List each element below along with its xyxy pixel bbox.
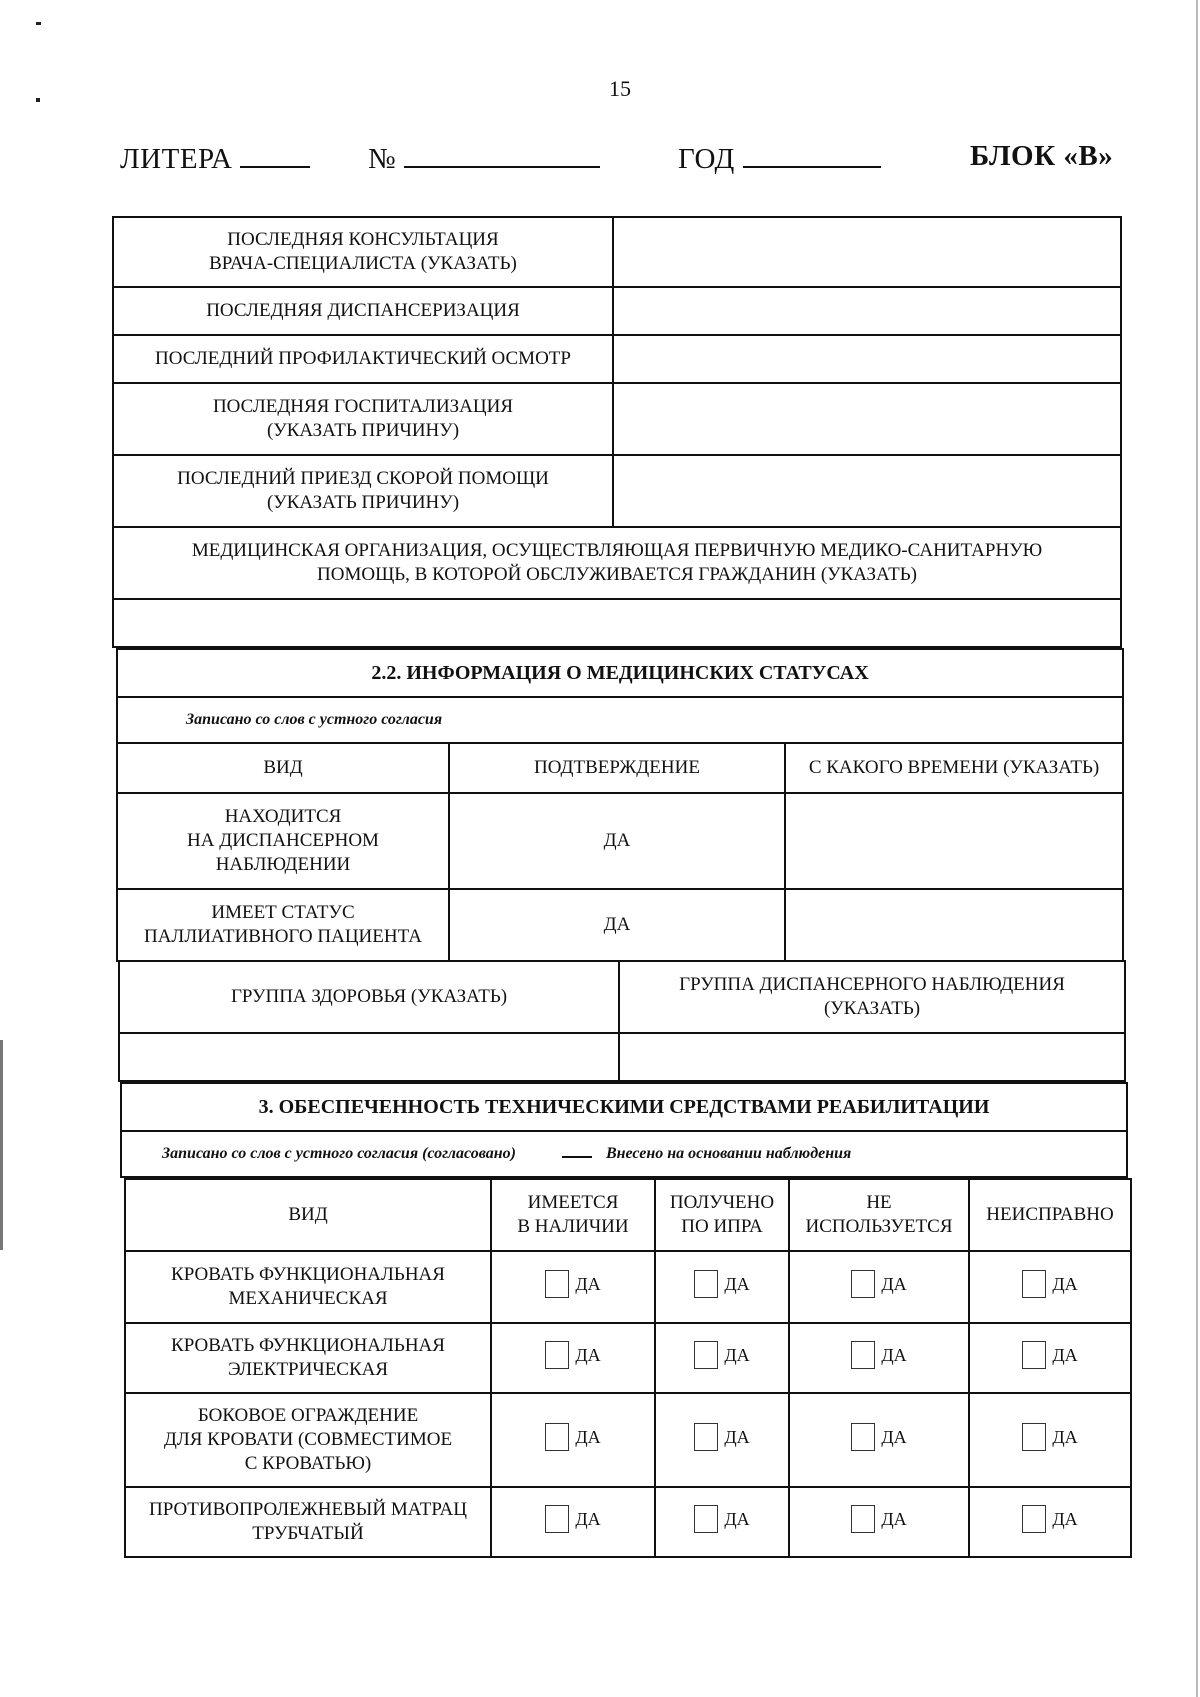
rehab-kind: КРОВАТЬ ФУНКЦИОНАЛЬНАЯ ЭЛЕКТРИЧЕСКАЯ <box>125 1323 491 1393</box>
table-row <box>113 217 1121 287</box>
table-row <box>125 1179 1131 1251</box>
column-header: ПОДТВЕРЖДЕНИЕ <box>449 743 785 793</box>
table-row <box>117 793 1123 889</box>
checkbox-label: ДА <box>575 1273 601 1294</box>
table-row <box>117 649 1123 697</box>
checkbox[interactable] <box>545 1270 569 1298</box>
checkbox[interactable] <box>1022 1423 1046 1451</box>
column-header: ВИД <box>125 1179 491 1251</box>
section-2-2-note: Записано со слов с устного согласия <box>117 697 1123 743</box>
scan-edge-line <box>0 1040 3 1250</box>
history-label: ПОСЛЕДНЯЯ ДИСПАНСЕРИЗАЦИЯ <box>113 287 613 335</box>
checkbox-label: ДА <box>881 1344 907 1365</box>
history-value[interactable] <box>613 455 1121 527</box>
note-separator <box>562 1156 592 1158</box>
scan-mark <box>36 22 41 25</box>
med-org-label: МЕДИЦИНСКАЯ ОРГАНИЗАЦИЯ, ОСУЩЕСТВЛЯЮЩАЯ ПЕРВИЧНУЮ МЕДИКО-САНИТАРНУЮ ПОМОЩЬ, В КОТОРОЙ ОБСЛУЖИВАЕТСЯ ГРАЖДАНИН (УКАЗАТЬ) <box>113 527 1121 599</box>
checkbox-label: ДА <box>1052 1426 1078 1447</box>
checkbox[interactable] <box>1022 1270 1046 1298</box>
section-3-title: 3. ОБЕСПЕЧЕННОСТЬ ТЕХНИЧЕСКИМИ СРЕДСТВАМИ РЕАБИЛИТАЦИИ <box>121 1083 1127 1131</box>
history-label: ПОСЛЕДНЯЯ КОНСУЛЬТАЦИЯ ВРАЧА-СПЕЦИАЛИСТА (УКАЗАТЬ) <box>113 217 613 287</box>
table-row <box>113 335 1121 383</box>
history-label: ПОСЛЕДНЯЯ ГОСПИТАЛИЗАЦИЯ (УКАЗАТЬ ПРИЧИНУ) <box>113 383 613 455</box>
checkbox[interactable] <box>694 1505 718 1533</box>
rehab-header-table <box>120 1082 1128 1178</box>
page-number: 15 <box>609 76 631 101</box>
history-table <box>112 216 1122 648</box>
scan-edge-line <box>1196 0 1198 1697</box>
table-row <box>125 1393 1131 1487</box>
checkbox[interactable] <box>851 1341 875 1369</box>
section-3-note-row <box>121 1131 1127 1177</box>
checkbox[interactable] <box>545 1505 569 1533</box>
history-label: ПОСЛЕДНИЙ ПРОФИЛАКТИЧЕСКИЙ ОСМОТР <box>113 335 613 383</box>
history-value[interactable] <box>613 383 1121 455</box>
checkbox[interactable] <box>545 1423 569 1451</box>
table-row <box>119 1033 1125 1081</box>
block-label: БЛОК «В» <box>970 140 1114 172</box>
checkbox[interactable] <box>694 1423 718 1451</box>
status-kind: НАХОДИТСЯ НА ДИСПАНСЕРНОМ НАБЛЮДЕНИИ <box>117 793 449 889</box>
status-kind: ИМЕЕТ СТАТУС ПАЛЛИАТИВНОГО ПАЦИЕНТА <box>117 889 449 961</box>
litera-field <box>120 140 310 176</box>
checkbox-label: ДА <box>724 1344 750 1365</box>
status-since[interactable] <box>785 793 1123 889</box>
year-blank[interactable] <box>743 140 881 168</box>
health-group-value[interactable] <box>119 1033 619 1081</box>
status-since[interactable] <box>785 889 1123 961</box>
table-row <box>121 1131 1127 1177</box>
checkbox[interactable] <box>1022 1341 1046 1369</box>
checkbox-label: ДА <box>881 1508 907 1529</box>
history-label: ПОСЛЕДНИЙ ПРИЕЗД СКОРОЙ ПОМОЩИ (УКАЗАТЬ ПРИЧИНУ) <box>113 455 613 527</box>
status-confirm[interactable]: ДА <box>449 889 785 961</box>
table-row <box>125 1251 1131 1323</box>
column-header: С КАКОГО ВРЕМЕНИ (УКАЗАТЬ) <box>785 743 1123 793</box>
checkbox[interactable] <box>694 1341 718 1369</box>
litera-blank[interactable] <box>240 140 310 168</box>
checkbox[interactable] <box>851 1423 875 1451</box>
rehab-kind: ПРОТИВОПРОЛЕЖНЕВЫЙ МАТРАЦ ТРУБЧАТЫЙ <box>125 1487 491 1557</box>
status-confirm[interactable]: ДА <box>449 793 785 889</box>
checkbox-label: ДА <box>575 1426 601 1447</box>
table-row <box>117 697 1123 743</box>
checkbox-label: ДА <box>1052 1508 1078 1529</box>
rehab-kind: БОКОВОЕ ОГРАЖДЕНИЕ ДЛЯ КРОВАТИ (СОВМЕСТИМОЕ С КРОВАТЬЮ) <box>125 1393 491 1487</box>
number-label: № <box>368 143 397 175</box>
health-group-label: ГРУППА ЗДОРОВЬЯ (УКАЗАТЬ) <box>119 961 619 1033</box>
section-2-2-title: 2.2. ИНФОРМАЦИЯ О МЕДИЦИНСКИХ СТАТУСАХ <box>117 649 1123 697</box>
table-row <box>121 1083 1127 1131</box>
history-value[interactable] <box>613 217 1121 287</box>
table-row <box>113 455 1121 527</box>
med-org-value[interactable] <box>113 599 1121 647</box>
column-header: ПОЛУЧЕНО ПО ИПРА <box>655 1179 789 1251</box>
year-label: ГОД <box>678 143 735 175</box>
table-row <box>113 599 1121 647</box>
section-3-note-left: Записано со слов с устного согласия (согласовано) <box>162 1145 516 1162</box>
history-value[interactable] <box>613 287 1121 335</box>
rehab-kind: КРОВАТЬ ФУНКЦИОНАЛЬНАЯ МЕХАНИЧЕСКАЯ <box>125 1251 491 1323</box>
checkbox-label: ДА <box>881 1426 907 1447</box>
column-header: ВИД <box>117 743 449 793</box>
table-row <box>117 889 1123 961</box>
number-blank[interactable] <box>404 140 600 168</box>
health-group-table <box>118 960 1126 1082</box>
litera-label: ЛИТЕРА <box>120 143 233 175</box>
medical-status-table <box>116 648 1124 962</box>
checkbox-label: ДА <box>724 1273 750 1294</box>
checkbox[interactable] <box>694 1270 718 1298</box>
checkbox-label: ДА <box>1052 1344 1078 1365</box>
checkbox[interactable] <box>851 1505 875 1533</box>
checkbox-label: ДА <box>724 1426 750 1447</box>
column-header: ИМЕЕТСЯ В НАЛИЧИИ <box>491 1179 655 1251</box>
checkbox-label: ДА <box>724 1508 750 1529</box>
column-header: НЕ ИСПОЛЬЗУЕТСЯ <box>789 1179 969 1251</box>
dispensary-group-label: ГРУППА ДИСПАНСЕРНОГО НАБЛЮДЕНИЯ (УКАЗАТЬ) <box>619 961 1125 1033</box>
checkbox-label: ДА <box>1052 1273 1078 1294</box>
checkbox[interactable] <box>851 1270 875 1298</box>
table-row <box>117 743 1123 793</box>
checkbox[interactable] <box>545 1341 569 1369</box>
table-row <box>125 1323 1131 1393</box>
checkbox-label: ДА <box>881 1273 907 1294</box>
year-field <box>678 140 881 176</box>
table-row <box>113 287 1121 335</box>
dispensary-group-value[interactable] <box>619 1033 1125 1081</box>
table-row <box>113 527 1121 599</box>
section-3-note-right: Внесено на основании наблюдения <box>605 1145 852 1162</box>
checkbox-label: ДА <box>575 1344 601 1365</box>
checkbox[interactable] <box>1022 1505 1046 1533</box>
rehab-table <box>124 1178 1132 1558</box>
column-header: НЕИСПРАВНО <box>969 1179 1131 1251</box>
table-row <box>113 383 1121 455</box>
table-row <box>125 1487 1131 1557</box>
checkbox-label: ДА <box>575 1508 601 1529</box>
number-field <box>368 140 600 176</box>
history-value[interactable] <box>613 335 1121 383</box>
table-row <box>119 961 1125 1033</box>
